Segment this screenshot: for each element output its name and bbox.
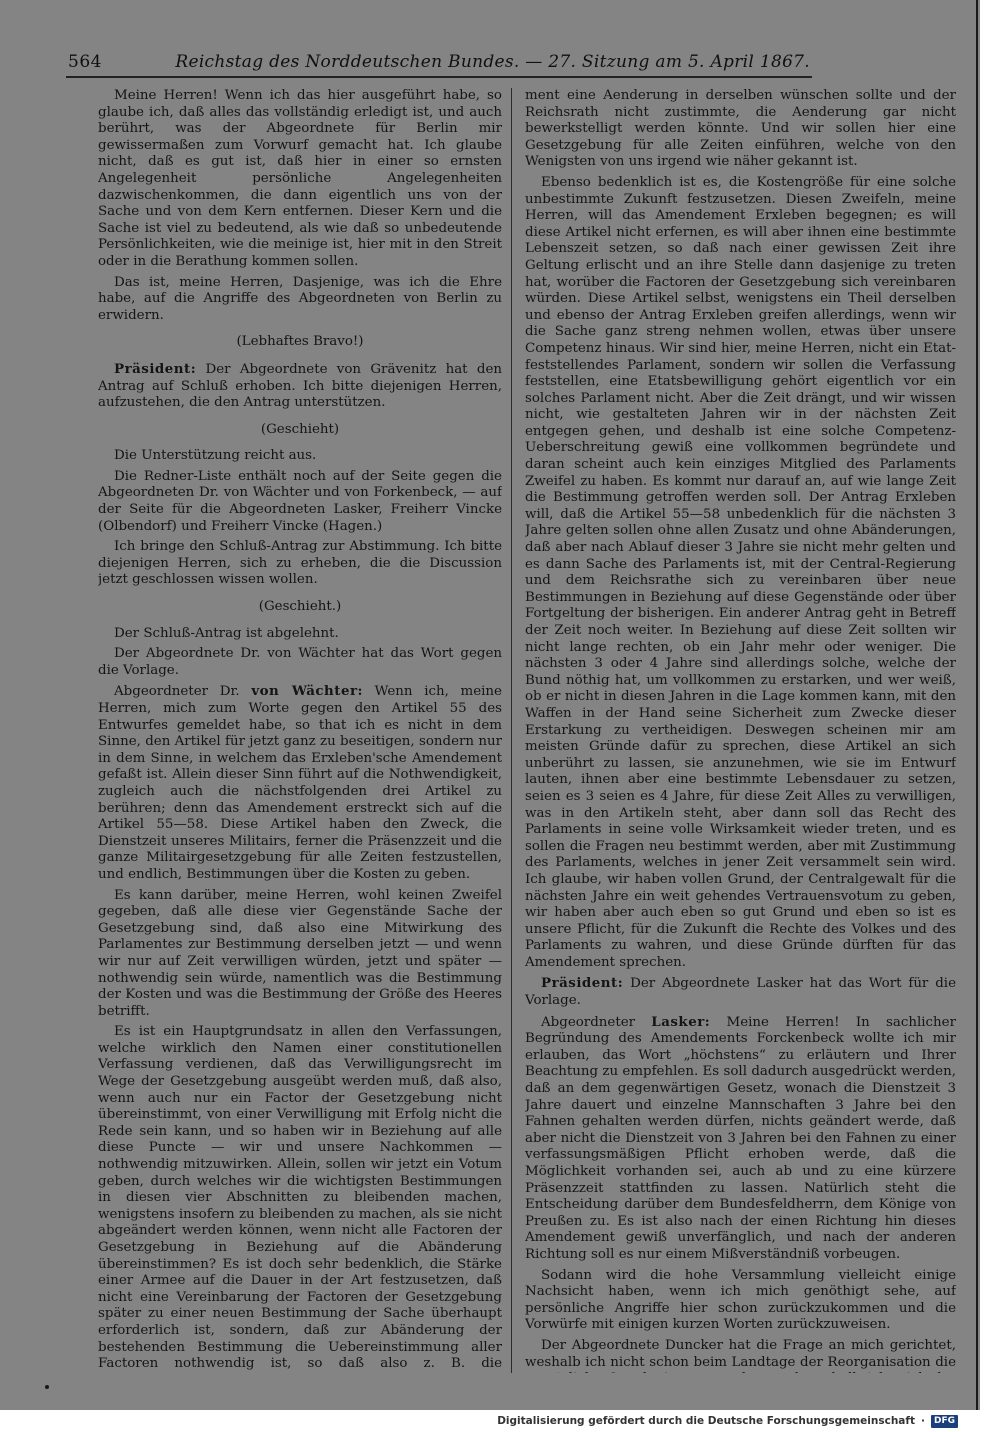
dfg-logo: DFG bbox=[931, 1415, 958, 1428]
page-margin bbox=[980, 0, 1000, 1410]
margin-speck bbox=[45, 1385, 49, 1389]
column-divider bbox=[511, 88, 512, 1373]
stage-direction: (Geschieht.) bbox=[258, 599, 342, 615]
speaker-name: Präsident: bbox=[541, 975, 624, 992]
text-paragraph: Sodann wird die hohe Versammlung vielleicht einige Nachsicht haben, wenn ich mich genöthigt sehe, auf persönliche Angriffe hier schon zurückzukommen und die Vorwürfe mit einigen kurzen Worten zurückzuweisen. bbox=[525, 1267, 956, 1333]
running-header bbox=[68, 50, 810, 78]
page-edge-line bbox=[976, 0, 978, 1410]
text-paragraph: Das ist, meine Herren, Dasjenige, was ich die Ehre habe, auf die Angriffe des Abgeordneten von Berlin zu erwidern. bbox=[98, 274, 502, 323]
stage-direction: (Geschieht) bbox=[260, 421, 340, 437]
speech-text: Wenn ich, meine Herren, mich zum Worte gegen den Artikel 55 des Entwurfes gemeldet habe, so that ich es nicht in dem Sinne, den Artikel für jetzt ganz zu beseitigen, sondern nur in dem Sinne, in welchem das Erxleben'sche Amendement gefaßt ist. Allein dieser Sinn führt auf die Nothwendigkeit, zugleich auch die nächstfolgenden drei Artikel zu berühren; denn das Amendement erstreckt sich auf die Artikel 55—58. Diese Artikel haben den Zweck, die Dienstzeit unseres Militairs, ferner die Präsenzzeit und die ganze Militairgesetzgebung für alle Zeiten festzustellen, und endlich, Bestimmungen über die Kosten zu geben. bbox=[98, 684, 502, 882]
footer-separator: · bbox=[920, 1415, 925, 1427]
text-paragraph: ment eine Aenderung in derselben wünschen sollte und der Reichsrath nicht zustimmte, die Aenderung gar nicht bewerkstelligt werden könnte. Und wir sollen hier eine Gesetzgebung für alle Zeiten einführen, welche von den Wenigsten von uns irgend wie näher gekannt ist. bbox=[525, 88, 956, 170]
text-paragraph: Die Unterstützung reicht aus. bbox=[114, 448, 317, 464]
text-paragraph: Der Schluß-Antrag ist abgelehnt. bbox=[114, 625, 339, 641]
speech-paragraph bbox=[525, 1014, 956, 1264]
page-number: 564 bbox=[68, 52, 102, 72]
speech-text: Der Abgeordnete von Grävenitz hat den Antrag auf Schluß erhoben. Ich bitte diejenigen Herren, aufzustehen, die den Antrag unterstützen. bbox=[98, 361, 502, 411]
footer-credit bbox=[497, 1413, 958, 1429]
stage-direction: (Lebhaftes Bravo!) bbox=[236, 334, 364, 350]
speech-text: Meine Herren! In sachlicher Begründung des Amendements Forckenbeck wollte ich mir erlauben, das Wort „höchstens“ zu erläutern und Ihrer Beachtung zu empfehlen. Es soll dadurch ausgedrückt werden, daß an dem gegenwärtigen Gesetz, wonach die Dienstzeit 3 Jahre dauert und einzelne Mannschaften 3 Jahre bei den Fahnen gehalten werden dürfen, nichts geändert werde, daß aber nicht die Dienstzeit von 3 Jahren bei den Fahnen zu einer verfassungsmäßigen Pflicht erhoben werde, daß die Möglichkeit vorhanden sei, auch ab und zu eine kürzere Präsenzzeit stattfinden zu lassen. Natürlich steht die Entscheidung darüber dem Bundesfeldherrn, dem Könige von Preußen zu. Es ist also nach der einen Richtung hin dieses Amendement gewiß unverfänglich, und nach der anderen Richtung soll es nur einem Mißverständniß vorbeugen. bbox=[525, 1014, 956, 1262]
speech-paragraph bbox=[98, 683, 502, 883]
speaker-name: Präsident: bbox=[114, 360, 197, 377]
speech-paragraph bbox=[98, 361, 502, 412]
header-rule bbox=[66, 76, 812, 78]
speaker-name: Lasker: bbox=[651, 1013, 711, 1030]
text-paragraph: Ich bringe den Schluß-Antrag zur Abstimmung. Ich bitte diejenigen Herren, sich zu erheben, die die Discussion jetzt geschlossen wissen wollen. bbox=[98, 539, 502, 588]
text-paragraph: Es kann darüber, meine Herren, wohl keinen Zweifel gegeben, daß alle diese vier Gegenstände Sache der Gesetzgebung sind, daß also eine Mitwirkung des Parlamentes zur Bestimmung derselben jetzt — und wenn wir nur auf Zeit verwilligen würden, jetzt und später — nothwendig sein würde, namentlich was die Bestimmung der Kosten und was die Bestimmung der Größe des Heeres betrifft. bbox=[98, 887, 502, 1019]
text-paragraph: Meine Herren! Wenn ich das hier ausgeführt habe, so glaube ich, daß alles das vollständig erledigt ist, und auch berührt, was der Abgeordnete für Berlin mir gewissermaßen zum Vorwurf gemacht hat. Ich glaube nicht, daß es gut ist, daß hier in einer so ernsten Angelegenheit persönliche Angelegenheiten dazwischenkommen, die dann eigentlich uns von der Sache und von dem Kern entfernen. Dieser Kern und die Sache ist viel zu bedeutend, als wie daß so unbedeutende Persönlichkeiten, wie die meinige ist, hier mit in den Streit oder in die Berathung kommen sollen. bbox=[98, 88, 502, 269]
speech-text: Der Abgeordnete Lasker hat das Wort für die Vorlage. bbox=[525, 976, 956, 1009]
running-title: Reichstag des Norddeutschen Bundes. — 27. Sitzung am 5. April 1867. bbox=[175, 52, 810, 72]
right-column bbox=[525, 88, 956, 1373]
text-paragraph: Der Abgeordnete Duncker hat die Frage an mich gerichtet, weshalb ich nicht schon beim Landtage der Reorganisation die bbox=[525, 1337, 956, 1370]
speech-paragraph bbox=[525, 975, 956, 1009]
footer-text: Digitalisierung gefördert durch die Deutsche Forschungsgemeinschaft bbox=[497, 1415, 915, 1427]
speaker-name: von Wächter: bbox=[251, 683, 363, 700]
speaker-prefix: Abgeordneter bbox=[541, 1014, 636, 1030]
text-paragraph: Ebenso bedenklich ist es, die Kostengröße für eine solche unbestimmte Zukunft festzusetzen. Diesen Zweifeln, meine Herren, will das Amendement Erxleben begegnen; es will diese Artikel nicht erfernen, es will aber ihnen eine bestimmte Lebenszeit setzen, so daß nach einer gewissen Zeit ihre Geltung erlischt und an ihre Stelle dann dasjenige zu treten hat, worüber die Factoren der Gesetzgebung sich vereinbaren würden. Diese Artikel selbst, wenigstens ein Theil derselben und ebenso der Antrag Erxleben greifen allerdings, wenn wir die Sache ganz streng nehmen wollen, etwas über unsere Competenz hinaus. Wir sind hier, meine Herren, nicht ein Etat- feststellendes Parlament, sondern wir sollen die Verfassung feststellen, eine Etatsbewilligung gehört eigentlich vor ein solches Parlament nicht. Aber die Zeit drängt, und wir wissen nicht, wie gestalteten Jahren wir in der nächsten Zeit entgegen gehen, und deshalb ist eine solche Competenz-Ueberschreitung gewiß eine vollkommen begründete und daran scheint auch kein einziges Mitglied des Parlaments Zweifel zu haben. Es kommt nur darauf an, auf wie lange Zeit die Bestimmung getroffen werden soll. Der Antrag Erxleben will, daß die Artikel 55—58 unbedenklich für die nächsten 3 Jahre gelten sollen ohne allen Zusatz und ohne Abänderungen, daß aber nach Ablauf dieser 3 Jahre sie nicht mehr gelten und es dann Sache des Parlaments ist, mit der Central-Regierung und dem Reichsrathe sich zu vereinbaren über neue Bestimmungen in Beziehung auf diese Gegenstände oder über Fortgeltung der bisherigen. Ein anderer Antrag geht in Betreff der Zeit noch weiter. In Beziehung auf diese Zeit sollten wir nicht lange rechten, ob ein Jahr mehr oder weniger. Die nächsten 3 oder 4 Jahre sind allerdings solche, welche der Bund nöthig hat, um vollkommen zu erstarken, und wer weiß, ob er nicht in diesen Jahren in die Lage kommen kann, mit den Waffen in der Hand seine Sicherheit zum Zwecke dieser Erstarkung zu vertheidigen. Deswegen scheinen mir am meisten Gründe dafür zu sprechen, diese Artikel an sich unberührt zu lassen, sie anzunehmen, wie sie im Entwurf lauten, ihnen aber eine bestimmte Lebensdauer zu setzen, seien es 3 seien es 4 Jahre, für diese Zeit Alles zu verwilligen, was in den Artikeln steht, aber dann soll das Recht des Parlaments in seine volle Wirksamkeit wieder treten, und es sollen die Fragen neu bestimmt werden, aber mit Zustimmung des Parlaments, welches in jener Zeit versammelt sein wird. Ich glaube, wir haben vollen Grund, der Centralgewalt für die nächsten Jahre ein weit gehendes Vertrauensvotum zu geben, wir haben aber auch eben so gut Grund und eben so ist es unsere Pflicht, für die Zukunft die Rechte des Volkes und des Parlaments zu wahren, und diese Gründe dürften für das Amendement sprechen. bbox=[525, 174, 956, 970]
text-paragraph: Es ist ein Hauptgrundsatz in allen den Verfassungen, welche wirklich den Namen einer constitutionellen Verfassung verdienen, daß das Verwilligungsrecht im Wege der Gesetzgebung ausgeübt werden muß, daß also, wenn auch nur ein Factor der Gesetzgebung nicht übereinstimmt, von einer Verwilligung mit Erfolg nicht die Rede sein kann, und so haben wir in Beziehung auf alle diese Puncte — wir und unsere Nachkommen — nothwendig mitzuwirken. Allein, sollen wir jetzt ein Votum geben, durch welches wir die wichtigsten Bestimmungen in diesen vier Abschnitten zu bleibenden machen, wenigstens insofern zu bleibenden zu machen, als sie nicht abgeändert werden können, wenn nicht alle Factoren der Gesetzgebung in Beziehung auf die Abänderung übereinstimmen? Es ist doch sehr bedenklich, die Stärke einer Armee auf die Dauer in der Art festzusetzen, daß nicht eine Vereinbarung der Factoren der Gesetzgebung später zu einer neuen Bestimmung der Sache überhaupt erforderlich ist, sondern, daß zur Abänderung der bestehenden Bestimmung die Uebereinstimmung aller Factoren nothwendig ist, so daß also z. B. die bbox=[98, 1024, 502, 1372]
speaker-prefix: Abgeordneter Dr. bbox=[114, 684, 240, 700]
text-paragraph: Der Abgeordnete Dr. von Wächter hat das Wort gegen die Vorlage. bbox=[98, 646, 502, 678]
left-column bbox=[98, 88, 502, 1373]
text-paragraph: Die Redner-Liste enthält noch auf der Seite gegen die Abgeordneten Dr. von Wächter und von Forkenbeck, — auf der Seite für die Abgeordneten Lasker, Freiherr Vincke (Olbendorf) und Freiherr Vincke (Hagen.) bbox=[98, 468, 502, 534]
